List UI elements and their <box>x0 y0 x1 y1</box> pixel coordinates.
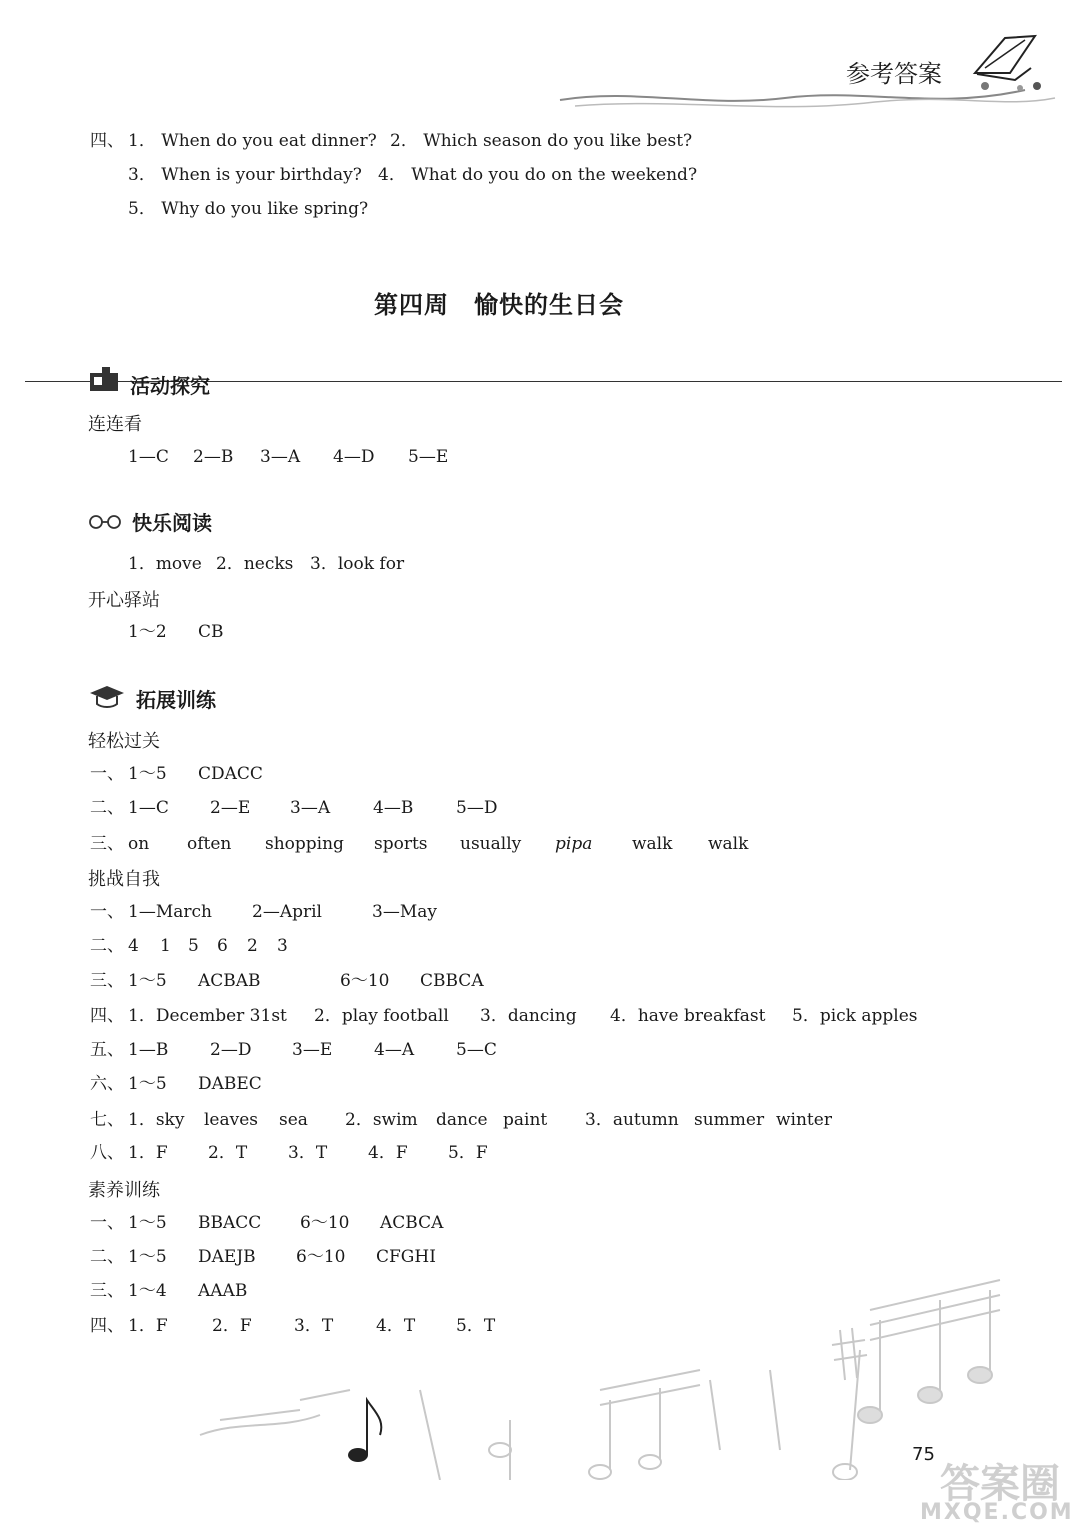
reading-sub-label: 开心驿站 <box>88 590 160 611</box>
challenge-label: 挑战自我 <box>88 869 160 890</box>
header-decoration <box>555 28 1065 113</box>
easy-label: 轻松过关 <box>88 731 160 752</box>
literacy-label: 素养训练 <box>88 1180 160 1201</box>
watermark-url: MXQE.COM <box>920 1500 1074 1525</box>
music-notes-decoration <box>180 1150 1060 1480</box>
header-title: 参考答案 <box>846 60 942 88</box>
section-title-activity: 活动探究 <box>130 374 210 398</box>
watermark-logo: 答案圈 <box>940 1461 1060 1507</box>
page-number: 75 <box>912 1444 935 1465</box>
puzzle-icon <box>88 365 124 393</box>
glasses-icon <box>88 512 124 532</box>
eighth-note-icon <box>348 1400 381 1462</box>
graduation-cap-icon <box>88 684 126 710</box>
activity-sub-label: 连连看 <box>88 414 142 435</box>
section-title-reading: 快乐阅读 <box>132 511 212 535</box>
week-title: 第四周 愉快的生日会 <box>374 291 624 319</box>
chair-icon <box>975 36 1041 91</box>
section-title-training: 拓展训练 <box>136 688 216 712</box>
